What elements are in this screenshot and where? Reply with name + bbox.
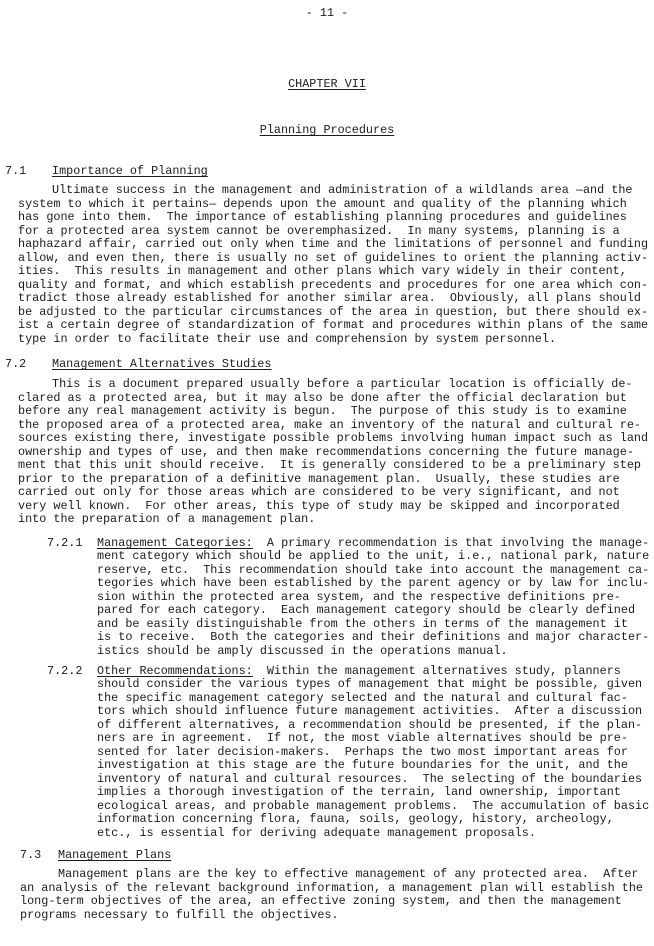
text-line: carried out only for those areas which are considered to be very significant, and not xyxy=(18,485,620,499)
section-title: Management Alternatives Studies xyxy=(52,357,272,371)
subsection-number: 7.2.2 xyxy=(47,664,83,678)
paragraph xyxy=(18,184,648,346)
paragraph xyxy=(20,868,643,922)
text-line: sion within the protected area system, and the respective definitions pre- xyxy=(97,589,621,604)
text-line: tradict those already established for another similar area. Obviously, all plans should xyxy=(18,291,641,305)
subsection-title: Other Recommendations: xyxy=(97,664,253,678)
text-line: should consider the various types of management that might be possible, given xyxy=(97,677,643,691)
section-number: 7.3 xyxy=(20,848,42,862)
text-line: ist a certain degree of standardization of format and procedures within plans of the same xyxy=(18,318,649,332)
text-line: very well known. For other areas, this type of study may be skipped and incorporated xyxy=(18,498,620,513)
text-line: istics should be amply discussed in the operations manual. xyxy=(97,643,508,658)
text-line: sources existing there, investigate possible problems involving human impact such as land xyxy=(18,431,649,445)
text-line: Management plans are the key to effective management of any protected area. After xyxy=(58,867,639,881)
paragraph xyxy=(97,678,649,840)
subsection-number: 7.2.1 xyxy=(47,536,83,550)
text-line: quality and format, and which establish precedents and procedures for one area which con- xyxy=(18,277,649,292)
section-title: Importance of Planning xyxy=(52,164,208,178)
text-line: tegories which have been established by the parent agency or by law for inclu- xyxy=(97,576,650,590)
text-line: This is a document prepared usually before a particular location is officially de- xyxy=(52,377,633,391)
text-line: and be easily distinguishable from the others in terms of the management it xyxy=(97,616,628,631)
text-line: before any real management activity is begun. The purpose of this study is to examine xyxy=(18,404,627,418)
text-line: type in order to facilitate their use and comprehension by system personnel. xyxy=(18,331,557,346)
section-title: Management Plans xyxy=(58,848,172,862)
text-line: an analysis of the relevant background information, a management plan will establish the xyxy=(20,880,643,895)
text-line: long-term objectives of the area, an effective zoning system, and then the management xyxy=(20,894,622,908)
text-line: haphazard affair, carried out only when time and the limitations of personnel and funding xyxy=(18,237,649,251)
chapter-title: Planning Procedures xyxy=(259,123,395,137)
text-line: has gone into them. The importance of establishing planning procedures and guidelines xyxy=(18,210,627,224)
text-line: is to receive. Both the categories and their definitions and major character- xyxy=(97,630,650,644)
text-line: investigation at this stage are the future boundaries for the unit, and the xyxy=(97,758,628,772)
subsection-first-line: A primary recommendation is that involving the manage- xyxy=(252,536,650,550)
chapter-heading: CHAPTER VII xyxy=(288,77,366,91)
text-line: for a protected area system cannot be overemphasized. In many systems, planning is a xyxy=(18,223,620,238)
text-line: allow, and even then, there is usually no set of guidelines to orient the planning activ- xyxy=(18,250,649,265)
text-line: implies a thorough investigation of the terrain, land ownership, important xyxy=(97,785,621,799)
text-line: Ultimate success in the management and administration of a wildlands area —and the xyxy=(52,183,633,197)
text-line: information concerning flora, fauna, soils, geology, history, archeology, xyxy=(97,812,614,826)
text-line: into the preparation of a management plan. xyxy=(18,512,316,526)
subsection-first-line: Within the management alternatives study, planners xyxy=(252,664,621,678)
text-line: tors which should influence future management activities. After a discussion xyxy=(97,704,643,718)
text-line: the specific management category selected and the natural and cultural fac- xyxy=(97,690,628,705)
text-line: inventory of natural and cultural resources. The selecting of the boundaries xyxy=(97,771,643,786)
text-line: ners are in agreement. If not, the most viable alternatives should be pre- xyxy=(97,731,628,745)
text-line: clared as a protected area, but it may also be done after the official declaration but xyxy=(18,390,627,405)
text-line: ment category which should be applied to the unit, i.e., national park, nature xyxy=(97,549,650,563)
text-line: etc., is essential for deriving adequate management proposals. xyxy=(97,825,536,840)
page-number: - 11 - xyxy=(305,6,349,20)
text-line: ecological areas, and probable management problems. The accumulation of basic xyxy=(97,798,650,813)
text-line: ment that this unit should receive. It is generally considered to be a preliminary step xyxy=(18,458,641,472)
paragraph xyxy=(97,550,649,658)
text-line: ities. This results in management and other plans which vary widely in their content, xyxy=(18,264,627,278)
text-line: of different alternatives, a recommendation should be presented, if the plan- xyxy=(97,717,643,732)
text-line: the proposed area of a protected area, make an inventory of the natural and cultural re- xyxy=(18,417,641,432)
paragraph xyxy=(18,378,648,527)
section-number: 7.1 xyxy=(5,164,27,178)
subsection-title: Management Categories: xyxy=(97,536,253,550)
text-line: be adjusted to the particular circumstances of the area in question, but there should ex- xyxy=(18,304,649,319)
text-line: ownership and types of use, and then make recommendations concerning the future manage- xyxy=(18,444,634,459)
section-number: 7.2 xyxy=(5,357,27,371)
text-line: programs necessary to fulfill the objectives. xyxy=(20,907,339,922)
text-line: sented for later decision-makers. Perhaps the two most important areas for xyxy=(97,744,628,759)
text-line: system to which it pertains— depends upon the amount and quality of the planning which xyxy=(18,196,627,211)
text-line: prior to the preparation of a definitive management plan. Usually, these studies are xyxy=(18,471,620,486)
text-line: reserve, etc. This recommendation should take into account the management ca- xyxy=(97,562,650,577)
text-line: pared for each category. Each management category should be clearly defined xyxy=(97,603,636,617)
